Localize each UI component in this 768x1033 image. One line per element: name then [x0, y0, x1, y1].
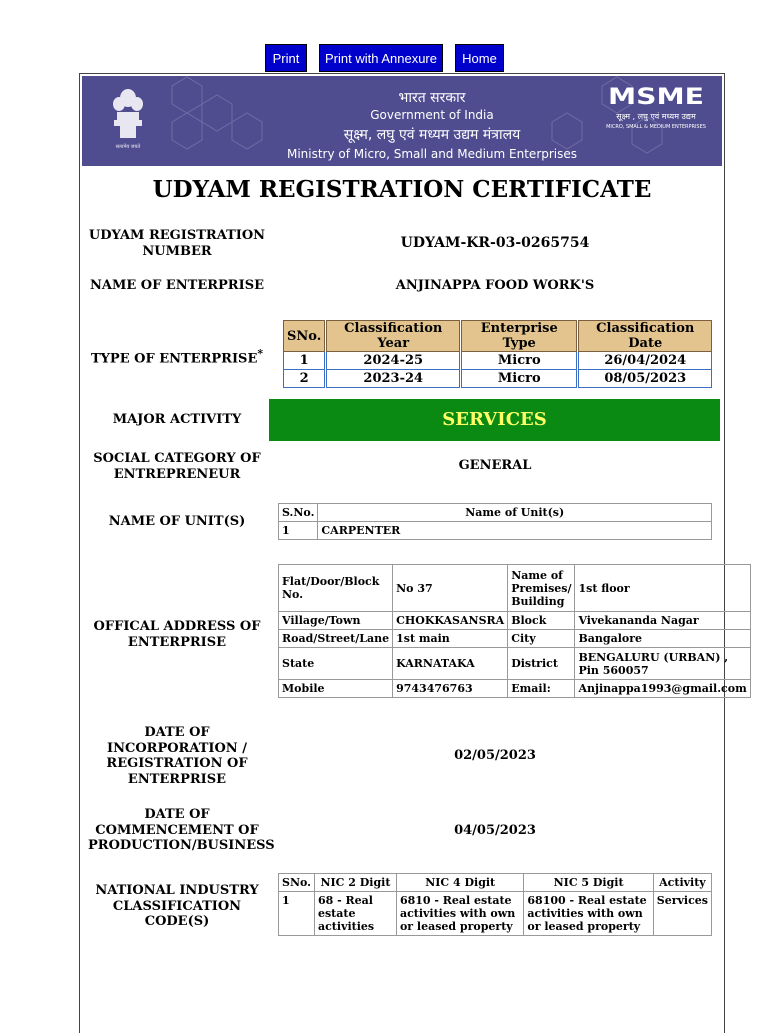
- address-label: OFFICAL ADDRESS OF ENTERPRISE: [93, 619, 261, 650]
- emblem-caption: सत्यमेव जयते: [115, 144, 141, 150]
- cell: 68100 - Real estate activities with own or leased property: [524, 892, 653, 936]
- cell: BENGALURU (URBAN) , Pin 560057: [575, 648, 750, 680]
- table-row: [279, 680, 751, 698]
- cell: Mobile: [279, 680, 393, 698]
- table-row: [279, 612, 751, 630]
- cell: 6810 - Real estate activities with own or leased property: [396, 892, 523, 936]
- table-row: [279, 565, 751, 612]
- cell: Flat/Door/Block No.: [279, 565, 393, 612]
- cell: District: [508, 648, 575, 680]
- social-category-value: GENERAL: [458, 458, 532, 473]
- type-asterisk: *: [257, 347, 264, 360]
- nic-code-label: NATIONAL INDUSTRY CLASSIFICATION CODE(S): [95, 883, 259, 929]
- cell: City: [508, 630, 575, 648]
- cell: 1st floor: [575, 565, 750, 612]
- cell: State: [279, 648, 393, 680]
- cell: Vivekananda Nagar: [575, 612, 750, 630]
- national-emblem-icon: [108, 86, 148, 152]
- hindi-ministry-text: सूक्ष्म, लघु एवं मध्यम उद्यम मंत्रालय: [343, 127, 521, 143]
- classification-header-row: [284, 321, 712, 352]
- header-enterprise-type: Enterprise Type: [462, 321, 577, 352]
- commencement-date-label: DATE OF COMMENCEMENT OF PRODUCTION/BUSINESS: [88, 807, 275, 853]
- enterprise-type-label: [88, 346, 266, 367]
- major-activity-value: SERVICES: [269, 399, 720, 441]
- registration-number-label: UDYAM REGISTRATION NUMBER: [88, 228, 266, 259]
- header-sno: S.No.: [279, 504, 318, 522]
- cell: Name of Premises/ Building: [508, 565, 575, 612]
- social-category-label: SOCIAL CATEGORY OF ENTREPRENEUR: [93, 451, 261, 482]
- government-of-india-text: Government of India: [370, 108, 494, 122]
- cell: 1: [279, 522, 318, 540]
- header-sno: SNo.: [279, 874, 315, 892]
- header-sno: SNo.: [284, 321, 325, 352]
- cell: 08/05/2023: [579, 370, 712, 388]
- table-row: [279, 892, 712, 936]
- header-nic2: NIC 2 Digit: [314, 874, 396, 892]
- cell: Micro: [462, 370, 577, 388]
- cell: 1: [279, 892, 315, 936]
- hindi-government-text: भारत सरकार: [398, 90, 466, 106]
- print-with-annexure-button[interactable]: Print with Annexure: [319, 44, 443, 72]
- units-table: [278, 503, 712, 540]
- table-row: [284, 352, 712, 370]
- registration-number-value: UDYAM-KR-03-0265754: [400, 235, 590, 251]
- cell: Block: [508, 612, 575, 630]
- header-nic5: NIC 5 Digit: [524, 874, 653, 892]
- table-row: [279, 504, 712, 522]
- enterprise-name-value: ANJINAPPA FOOD WORK'S: [395, 278, 595, 293]
- cell: 2023-24: [327, 370, 460, 388]
- cell: Email:: [508, 680, 575, 698]
- cell: Micro: [462, 352, 577, 370]
- major-activity-label: MAJOR ACTIVITY: [112, 412, 242, 427]
- cell: 2024-25: [327, 352, 460, 370]
- header-nic4: NIC 4 Digit: [396, 874, 523, 892]
- msme-english-text: MICRO, SMALL & MEDIUM ENTERPRISES: [606, 124, 706, 130]
- address-table: [278, 564, 751, 698]
- table-row: [279, 630, 751, 648]
- certificate-title: UDYAM REGISTRATION CERTIFICATE: [152, 176, 652, 203]
- email-cell: Anjinappa1993@gmail.com: [575, 680, 750, 698]
- header-unit-name: Name of Unit(s): [318, 504, 712, 522]
- table-row: [279, 874, 712, 892]
- cell: 9743476763: [393, 680, 508, 698]
- cell: CARPENTER: [318, 522, 712, 540]
- header-classification-date: Classification Date: [579, 321, 712, 352]
- incorporation-date-value: 02/05/2023: [454, 748, 536, 763]
- print-button[interactable]: Print: [265, 44, 307, 72]
- cell: 68 - Real estate activities: [314, 892, 396, 936]
- incorporation-date-label: DATE OF INCORPORATION / REGISTRATION OF ENTERPRISE: [106, 725, 248, 787]
- units-label: NAME OF UNIT(S): [108, 514, 246, 529]
- cell: Road/Street/Lane: [279, 630, 393, 648]
- enterprise-name-label: NAME OF ENTERPRISE: [89, 278, 264, 293]
- table-row: [284, 370, 712, 388]
- header-classification-year: Classification Year: [327, 321, 460, 352]
- cell: 2: [284, 370, 325, 388]
- table-row: [279, 648, 751, 680]
- cell: Village/Town: [279, 612, 393, 630]
- cell: Services: [653, 892, 711, 936]
- cell: KARNATAKA: [393, 648, 508, 680]
- header-activity: Activity: [653, 874, 711, 892]
- classification-table: [283, 320, 712, 388]
- msme-hindi-text: सूक्ष्म , लघु एवं मध्यम उद्यम: [616, 112, 696, 121]
- msme-logo-icon: [606, 86, 706, 106]
- home-button[interactable]: Home: [455, 44, 504, 72]
- cell: CHOKKASANSRA: [393, 612, 508, 630]
- cell: 1st main: [393, 630, 508, 648]
- cell: 1: [284, 352, 325, 370]
- nic-table: [278, 873, 712, 936]
- cell: 26/04/2024: [579, 352, 712, 370]
- commencement-date-value: 04/05/2023: [454, 823, 536, 838]
- table-row: [279, 522, 712, 540]
- cell: No 37: [393, 565, 508, 612]
- ministry-banner: [82, 76, 722, 166]
- enterprise-type-label-text: TYPE OF ENTERPRISE: [90, 351, 258, 367]
- cell: Bangalore: [575, 630, 750, 648]
- svg-text:MSME: MSME: [608, 86, 704, 106]
- ministry-name-text: Ministry of Micro, Small and Medium Enterprises: [286, 147, 578, 161]
- top-button-bar: [0, 44, 768, 74]
